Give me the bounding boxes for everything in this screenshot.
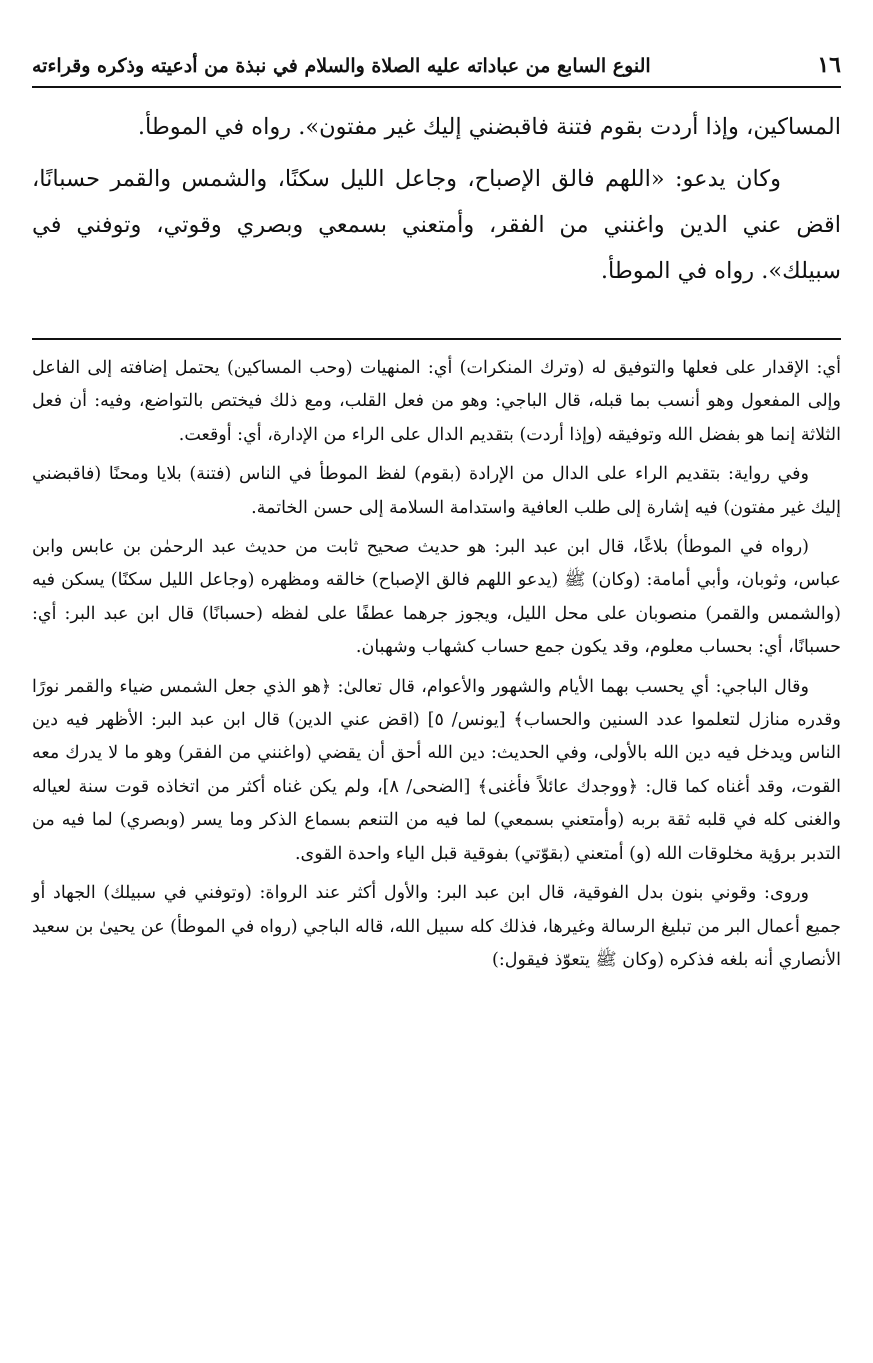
commentary-paragraph: أي: الإقدار على فعلها والتوفيق له (وترك المنكرات) أي: المنهيات (وحب المساكين) يحتمل إضافته إلى الفاعل وإلى المفعول وهو أنسب بما قبله، قال الباجي: وهو من فعل القلب، ومع ذلك فيختص بالتواضع، وفيه: أن فعل الثلاثة إنما هو بفضل الله وتوفيقه (وإذا أردت) بتقديم الدال على الراء من الإدارة، أي: أوقعت. xyxy=(32,358,841,445)
running-header xyxy=(32,52,841,88)
footnote-separator xyxy=(32,338,841,340)
commentary-paragraph: (رواه في الموطأ) بلاغًا، قال ابن عبد البر: هو حديث صحيح ثابت من حديث عبد الرحمٰن بن عابس وابن عباس، وثوبان، وأبي أمامة: (وكان) ﷺ (يدعو اللهم فالق الإصباح) خالقه ومظهره (وجاعل الليل سكنًا) يسكن فيه (والشمس والقمر) منصوبان على محل الليل، ويجوز جرهما عطفًا على لفظه (حسبانًا) قال ابن عبد البر: أي: حسبانًا، أي: بحساب معلوم، وقد يكون جمع حساب كشهاب وشهبان. xyxy=(32,537,841,658)
commentary-paragraph: وفي رواية: بتقديم الراء على الدال من الإرادة (بقوم) لفظ الموطأ في الناس (فتنة) بلايا ومحنًا (فاقبضني إليك غير مفتون) فيه إشارة إلى طلب العافية واستدامة السلامة إلى حسن الخاتمة. xyxy=(32,464,841,518)
commentary-paragraph: وروى: وقوني بنون بدل الفوقية، قال ابن عبد البر: والأول أكثر عند الرواة: (وتوفني في سبيلك) الجهاد أو جميع أعمال البر من تبليغ الرسالة وغيرها، فذلك كله سبيل الله، قاله الباجي (رواه في الموطأ) عن يحيىٰ بن سعيد الأنصاري أنه بلغه فذكره (وكان ﷺ يتعوّذ فيقول:) xyxy=(32,883,841,970)
commentary-paragraph: وقال الباجي: أي يحسب بهما الأيام والشهور والأعوام، قال تعالىٰ: ﴿هو الذي جعل الشمس ضياء والقمر نورًا وقدره منازل لتعلموا عدد السنين والحساب﴾ [يونس/ ٥] (اقض عني الدين) قال ابن عبد البر: الأظهر فيه دين الناس ويدخل فيه دين الله بالأولى، وفي الحديث: دين الله أحق أن يقضي (واغنني من الفقر) وهو ما لا يدرك معه القوت، وقد أغناه كما قال: ﴿ووجدك عائلاً فأغنى﴾ [الضحى/ ٨]، ولم يكن غناه أكثر من اتخاذه قوت سنة لعياله والغنى كله في قلبه ثقة بربه (وأمتعني بسمعي) لما فيه من التنعم بسماع الذكر وما يسر (وبصري) لما فيه من التدبر برؤية مخلوقات الله (و) أمتعني (بقوّتي) بفوقية قبل الياء واحدة القوى. xyxy=(32,676,841,864)
chapter-title: النوع السابع من عباداته عليه الصلاة والسلام في نبذة من أدعيته وذكره وقراءته xyxy=(32,55,651,77)
main-text xyxy=(32,104,841,294)
main-paragraph: المساكين، وإذا أردت بقوم فتنة فاقبضني إليك غير مفتون». رواه في الموطأ. xyxy=(137,114,841,140)
main-paragraph: وكان يدعو: «اللهم فالق الإصباح، وجاعل الليل سكنًا، والشمس والقمر حسبانًا، اقض عني الدين واغنني من الفقر، وأمتعني بسمعي وبصري وقوتي، وتوفني في سبيلك». رواه في الموطأ. xyxy=(32,166,841,284)
page-number: ١٦ xyxy=(817,52,841,78)
book-page xyxy=(32,52,841,983)
commentary xyxy=(32,352,841,977)
